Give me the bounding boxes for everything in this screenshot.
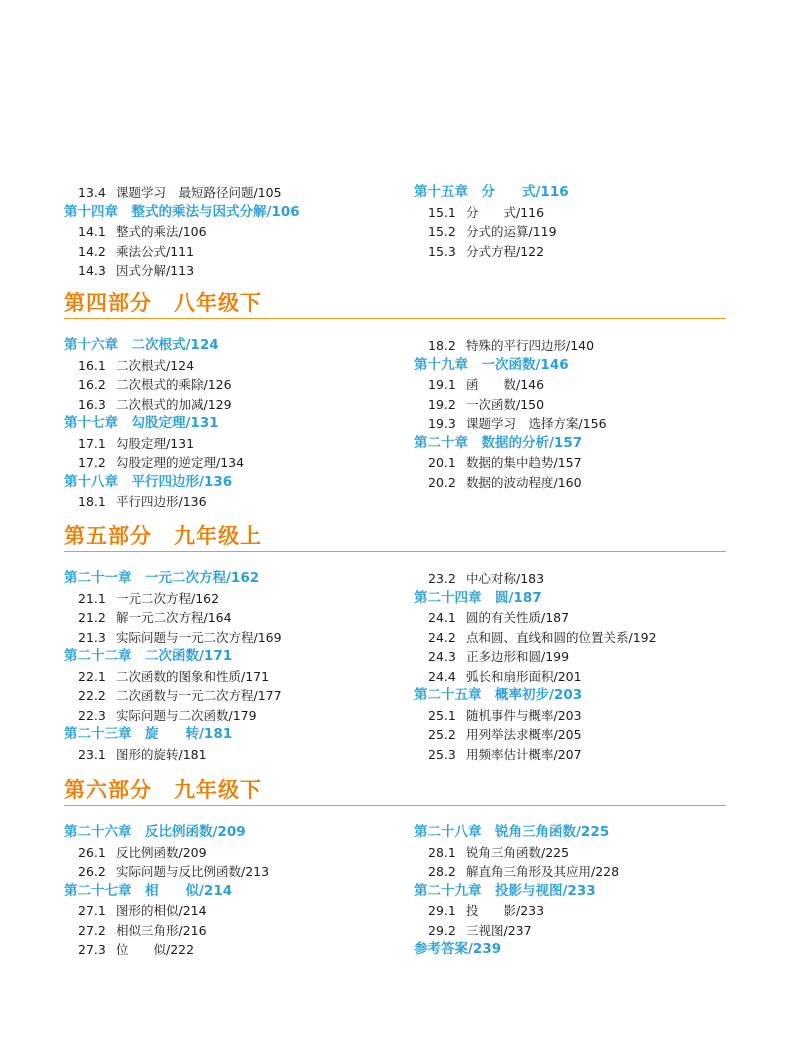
section-number: 24.3 — [428, 649, 456, 664]
toc-chapter-entry[interactable]: 第二十九章 投影与视图/233 — [414, 882, 596, 899]
section-title: 二次根式/124 — [116, 357, 195, 373]
toc-section-entry[interactable] — [414, 725, 744, 745]
toc-chapter-entry[interactable]: 第二十八章 锐角三角函数/225 — [414, 824, 610, 840]
section-number: 14.1 — [78, 224, 106, 239]
part-5-left-column — [64, 569, 394, 764]
section-number: 22.3 — [78, 707, 106, 723]
toc-section-entry[interactable] — [64, 862, 394, 882]
section-title: 点和圆、直线和圆的位置关系/192 — [466, 629, 657, 645]
section-number: 15.3 — [428, 243, 456, 259]
section-number: 25.2 — [428, 727, 456, 742]
toc-chapter-entry[interactable]: 第十六章 二次根式/124 — [64, 337, 219, 353]
section-number: 23.1 — [78, 746, 106, 762]
section-number: 17.2 — [78, 455, 106, 470]
part-title: 第六部分 九年级下 — [64, 775, 726, 806]
section-number: 23.2 — [428, 571, 456, 586]
section-number: 16.1 — [78, 357, 106, 373]
section-title: 二次函数与一元二次方程/177 — [116, 688, 282, 703]
toc-section-entry[interactable] — [414, 745, 744, 765]
toc-top-right — [414, 183, 744, 261]
section-number: 29.2 — [428, 922, 456, 938]
section-title: 用列举法求概率/205 — [466, 727, 582, 742]
toc-chapter-entry[interactable]: 第二十章 数据的分析/157 — [414, 434, 583, 451]
toc-section-entry[interactable] — [64, 395, 394, 415]
section-title: 数据的波动程度/160 — [466, 474, 582, 490]
toc-section-entry[interactable] — [414, 242, 744, 262]
section-number: 28.2 — [428, 864, 456, 879]
toc-section-entry[interactable] — [414, 647, 744, 667]
section-title: 特殊的平行四边形/140 — [466, 338, 595, 353]
toc-section-entry[interactable] — [414, 375, 744, 395]
section-number: 13.4 — [78, 185, 106, 200]
section-number: 24.2 — [428, 629, 456, 645]
toc-section-entry[interactable] — [64, 183, 394, 203]
section-number: 14.3 — [78, 263, 106, 278]
part-4-right-column — [414, 336, 744, 492]
section-number: 27.1 — [78, 903, 106, 918]
toc-section-entry[interactable] — [414, 608, 744, 628]
section-title: 圆的有关性质/187 — [466, 610, 570, 625]
section-title: 实际问题与一元二次方程/169 — [116, 629, 282, 645]
section-title: 锐角三角函数/225 — [466, 844, 570, 860]
section-number: 24.4 — [428, 668, 456, 684]
toc-chapter-entry[interactable]: 第二十三章 旋 转/181 — [64, 726, 233, 742]
part-5-right-column — [414, 569, 744, 764]
part-title: 第五部分 九年级上 — [64, 521, 726, 552]
section-number: 16.3 — [78, 396, 106, 412]
toc-section-entry[interactable] — [414, 414, 744, 434]
toc-section-entry[interactable] — [414, 921, 744, 941]
toc-chapter-entry[interactable]: 第十七章 勾股定理/131 — [64, 415, 219, 431]
toc-section-entry[interactable] — [64, 434, 394, 454]
section-number: 20.1 — [428, 455, 456, 470]
section-number: 19.2 — [428, 396, 456, 412]
toc-section-entry[interactable] — [414, 203, 744, 223]
toc-section-entry[interactable] — [64, 667, 394, 687]
toc-section-entry[interactable] — [64, 628, 394, 648]
toc-chapter-entry[interactable]: 第十五章 分 式/116 — [414, 184, 569, 200]
section-number: 19.3 — [428, 416, 456, 431]
toc-section-entry[interactable] — [64, 356, 394, 376]
toc-section-entry[interactable] — [414, 336, 744, 356]
section-title: 反比例函数/209 — [116, 844, 207, 860]
section-number: 21.1 — [78, 590, 106, 606]
section-title: 实际问题与反比例函数/213 — [116, 864, 270, 879]
section-number: 18.2 — [428, 338, 456, 353]
section-title: 课题学习 最短路径问题/105 — [116, 185, 282, 200]
section-title: 解一元二次方程/164 — [116, 610, 232, 625]
toc-section-entry[interactable] — [414, 901, 744, 921]
toc-chapter-entry[interactable]: 参考答案/239 — [414, 941, 502, 957]
section-number: 22.2 — [78, 688, 106, 703]
section-number: 19.1 — [428, 377, 456, 392]
section-title: 二次函数的图象和性质/171 — [116, 668, 270, 684]
section-number: 24.1 — [428, 610, 456, 625]
toc-section-entry[interactable] — [64, 901, 394, 921]
section-title: 三视图/237 — [466, 922, 532, 938]
toc-section-entry[interactable] — [64, 745, 394, 765]
section-number: 26.1 — [78, 844, 106, 860]
toc-chapter-entry[interactable]: 第二十二章 二次函数/171 — [64, 648, 233, 664]
section-title: 分式的运算/119 — [466, 224, 557, 239]
toc-section-entry[interactable] — [64, 261, 394, 281]
section-title: 函 数/146 — [466, 377, 545, 392]
toc-chapter-entry[interactable]: 第十八章 平行四边形/136 — [64, 473, 233, 490]
section-title: 数据的集中趋势/157 — [466, 455, 582, 470]
section-title: 解直角三角形及其应用/228 — [466, 864, 620, 879]
toc-chapter-entry[interactable]: 第二十六章 反比例函数/209 — [64, 824, 246, 840]
toc-section-entry[interactable] — [64, 706, 394, 726]
section-title: 整式的乘法/106 — [116, 224, 207, 239]
section-title: 勾股定理的逆定理/134 — [116, 455, 245, 470]
section-title: 勾股定理/131 — [116, 435, 195, 451]
part-4-left-column — [64, 336, 394, 512]
section-title: 二次根式的乘除/126 — [116, 377, 232, 392]
toc-section-entry[interactable] — [64, 242, 394, 262]
section-title: 位 似/222 — [116, 942, 195, 957]
section-title: 图形的旋转/181 — [116, 746, 207, 762]
section-number: 15.2 — [428, 224, 456, 239]
toc-section-entry[interactable] — [64, 921, 394, 941]
toc-section-entry[interactable] — [64, 608, 394, 628]
section-number: 15.1 — [428, 204, 456, 220]
toc-section-entry[interactable] — [414, 843, 744, 863]
section-number: 22.1 — [78, 668, 106, 684]
section-number: 25.3 — [428, 746, 456, 762]
section-number: 16.2 — [78, 377, 106, 392]
section-title: 投 影/233 — [466, 903, 545, 918]
section-title: 乘法公式/111 — [116, 243, 195, 259]
toc-section-entry[interactable] — [414, 628, 744, 648]
section-title: 分式方程/122 — [466, 243, 545, 259]
toc-chapter-entry[interactable]: 第二十七章 相 似/214 — [64, 882, 233, 899]
toc-section-entry[interactable] — [64, 940, 394, 960]
toc-section-entry[interactable] — [414, 395, 744, 415]
toc-section-entry[interactable] — [414, 667, 744, 687]
section-title: 实际问题与二次函数/179 — [116, 707, 257, 723]
section-number: 17.1 — [78, 435, 106, 451]
section-number: 14.2 — [78, 243, 106, 259]
section-title: 一次函数/150 — [466, 396, 545, 412]
section-number: 26.2 — [78, 864, 106, 879]
section-number: 29.1 — [428, 903, 456, 918]
toc-section-entry[interactable] — [64, 843, 394, 863]
section-title: 一元二次方程/162 — [116, 590, 220, 606]
section-number: 21.3 — [78, 629, 106, 645]
toc-section-entry[interactable] — [64, 492, 394, 512]
section-title: 用频率估计概率/207 — [466, 746, 582, 762]
section-number: 21.2 — [78, 610, 106, 625]
toc-top-left — [64, 183, 394, 281]
toc-section-entry[interactable] — [414, 569, 744, 589]
toc-chapter-entry[interactable]: 第十四章 整式的乘法与因式分解/106 — [64, 203, 300, 220]
section-title: 分 式/116 — [466, 204, 545, 220]
section-title: 中心对称/183 — [466, 571, 545, 586]
section-number: 18.1 — [78, 494, 106, 509]
toc-section-entry[interactable] — [64, 686, 394, 706]
toc-section-entry[interactable] — [64, 589, 394, 609]
section-number: 27.3 — [78, 942, 106, 957]
toc-chapter-entry[interactable]: 第十九章 一次函数/146 — [414, 356, 569, 373]
toc-section-entry[interactable] — [64, 375, 394, 395]
toc-section-entry[interactable] — [414, 222, 744, 242]
section-number: 28.1 — [428, 844, 456, 860]
section-title: 因式分解/113 — [116, 263, 195, 278]
toc-section-entry[interactable] — [64, 222, 394, 242]
section-title: 正多边形和圆/199 — [466, 649, 570, 664]
toc-chapter-entry[interactable]: 第二十四章 圆/187 — [414, 589, 542, 606]
section-title: 平行四边形/136 — [116, 494, 207, 509]
toc-section-entry[interactable] — [414, 862, 744, 882]
toc-chapter-entry[interactable]: 第二十五章 概率初步/203 — [414, 687, 583, 703]
section-title: 随机事件与概率/203 — [466, 707, 582, 723]
toc-section-entry[interactable] — [414, 473, 744, 493]
toc-chapter-entry[interactable]: 第二十一章 一元二次方程/162 — [64, 570, 260, 586]
section-title: 二次根式的加减/129 — [116, 396, 232, 412]
section-number: 27.2 — [78, 922, 106, 938]
toc-section-entry[interactable] — [64, 453, 394, 473]
section-number: 25.1 — [428, 707, 456, 723]
part-6-left-column — [64, 823, 394, 960]
section-title: 图形的相似/214 — [116, 903, 207, 918]
toc-section-entry[interactable] — [414, 453, 744, 473]
section-number: 20.2 — [428, 474, 456, 490]
part-title: 第四部分 八年级下 — [64, 288, 726, 319]
section-title: 相似三角形/216 — [116, 922, 207, 938]
section-title: 弧长和扇形面积/201 — [466, 668, 582, 684]
section-title: 课题学习 选择方案/156 — [466, 416, 607, 431]
part-6-right-column — [414, 823, 744, 960]
toc-section-entry[interactable] — [414, 706, 744, 726]
